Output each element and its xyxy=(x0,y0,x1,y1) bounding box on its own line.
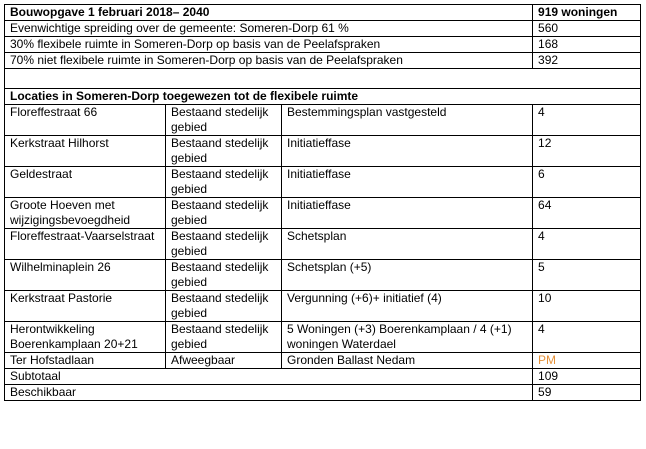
location-status: Initiatieffase xyxy=(282,136,533,167)
subtotal-value: 109 xyxy=(533,369,641,385)
location-count: 6 xyxy=(533,167,641,198)
subtotal-label: Subtotaal xyxy=(5,369,533,385)
location-status: Initiatieffase xyxy=(282,167,533,198)
header-row xyxy=(5,5,641,21)
location-count-pm: PM xyxy=(533,353,641,369)
location-count: 5 xyxy=(533,260,641,291)
housing-table xyxy=(4,4,641,401)
location-status: Bestemmingsplan vastgesteld xyxy=(282,105,533,136)
location-name: Groote Hoeven met wijzigingsbevoegdheid xyxy=(5,198,166,229)
available-row xyxy=(5,385,641,401)
subtotal-row xyxy=(5,369,641,385)
location-status: 5 Woningen (+3) Boerenkamplaan / 4 (+1) woningen Waterdael xyxy=(282,322,533,353)
summary-label: Evenwichtige spreiding over de gemeente: Someren-Dorp 61 % xyxy=(5,21,533,37)
summary-value: 168 xyxy=(533,37,641,53)
location-count: 4 xyxy=(533,322,641,353)
location-name: Floreffestraat 66 xyxy=(5,105,166,136)
table-title: Bouwopgave 1 februari 2018– 2040 xyxy=(5,5,533,21)
location-status: Vergunning (+6)+ initiatief (4) xyxy=(282,291,533,322)
table-row xyxy=(5,291,641,322)
location-area: Afweegbaar xyxy=(166,353,282,369)
location-area: Bestaand stedelijk gebied xyxy=(166,136,282,167)
location-area: Bestaand stedelijk gebied xyxy=(166,322,282,353)
table-row xyxy=(5,260,641,291)
location-area: Bestaand stedelijk gebied xyxy=(166,229,282,260)
location-name: Geldestraat xyxy=(5,167,166,198)
table-row xyxy=(5,105,641,136)
available-label: Beschikbaar xyxy=(5,385,533,401)
table-row xyxy=(5,353,641,369)
location-name: Ter Hofstadlaan xyxy=(5,353,166,369)
location-name: Herontwikkeling Boerenkamplaan 20+21 xyxy=(5,322,166,353)
location-status: Gronden Ballast Nedam xyxy=(282,353,533,369)
location-area: Bestaand stedelijk gebied xyxy=(166,198,282,229)
location-area: Bestaand stedelijk gebied xyxy=(166,167,282,198)
table-row xyxy=(5,198,641,229)
table-row xyxy=(5,167,641,198)
spacer-cell xyxy=(5,69,641,89)
summary-label: 70% niet flexibele ruimte in Someren-Dorp op basis van de Peelafspraken xyxy=(5,53,533,69)
location-area: Bestaand stedelijk gebied xyxy=(166,105,282,136)
summary-label: 30% flexibele ruimte in Someren-Dorp op basis van de Peelafspraken xyxy=(5,37,533,53)
location-status: Schetsplan (+5) xyxy=(282,260,533,291)
available-value: 59 xyxy=(533,385,641,401)
location-area: Bestaand stedelijk gebied xyxy=(166,260,282,291)
summary-row xyxy=(5,37,641,53)
location-area: Bestaand stedelijk gebied xyxy=(166,291,282,322)
summary-row xyxy=(5,53,641,69)
location-count: 4 xyxy=(533,229,641,260)
location-count: 4 xyxy=(533,105,641,136)
location-count: 10 xyxy=(533,291,641,322)
location-count: 12 xyxy=(533,136,641,167)
location-status: Schetsplan xyxy=(282,229,533,260)
location-name: Wilhelminaplein 26 xyxy=(5,260,166,291)
table-row xyxy=(5,322,641,353)
location-status: Initiatieffase xyxy=(282,198,533,229)
location-name: Kerkstraat Hilhorst xyxy=(5,136,166,167)
location-count: 64 xyxy=(533,198,641,229)
table-row xyxy=(5,136,641,167)
location-name: Floreffestraat-Vaarselstraat xyxy=(5,229,166,260)
table-row xyxy=(5,229,641,260)
summary-row xyxy=(5,21,641,37)
total-dwellings: 919 woningen xyxy=(533,5,641,21)
spacer-row xyxy=(5,69,641,89)
section-title: Locaties in Someren-Dorp toegewezen tot de flexibele ruimte xyxy=(5,89,641,105)
summary-value: 392 xyxy=(533,53,641,69)
summary-value: 560 xyxy=(533,21,641,37)
location-name: Kerkstraat Pastorie xyxy=(5,291,166,322)
section-row xyxy=(5,89,641,105)
